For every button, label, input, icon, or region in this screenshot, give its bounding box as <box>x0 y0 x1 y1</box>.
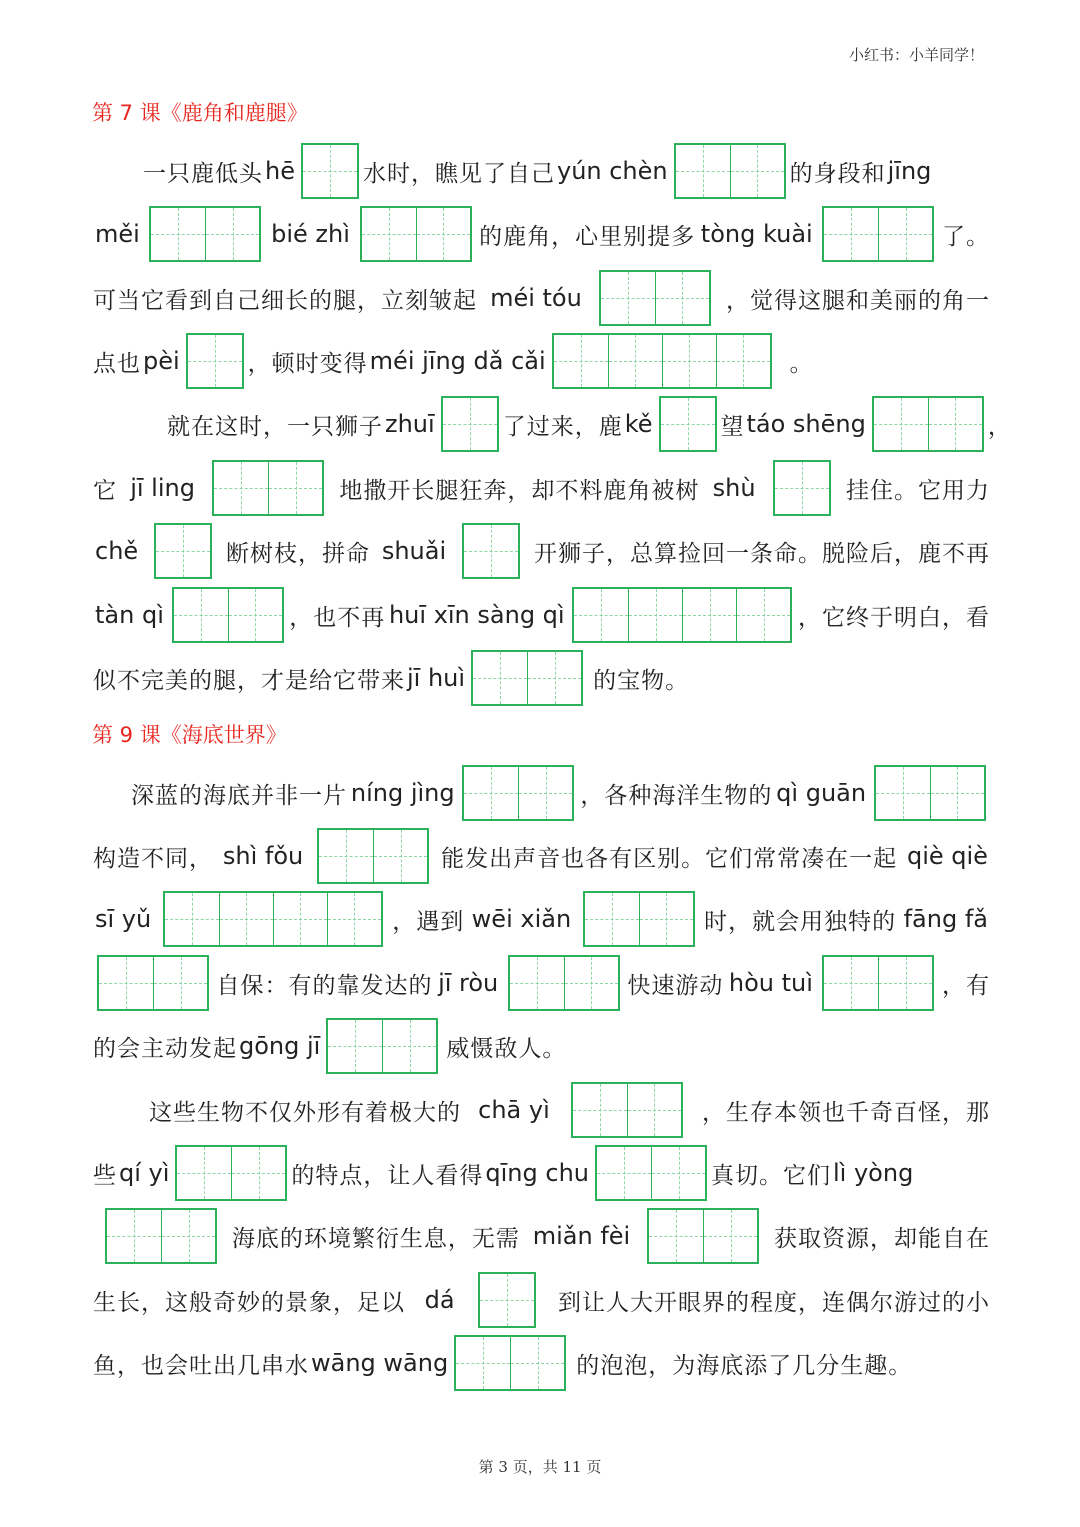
answer-box[interactable] <box>454 1335 566 1391</box>
tianzige-cell[interactable] <box>151 208 205 260</box>
text-line <box>93 585 990 645</box>
tianzige-cell[interactable] <box>651 1147 705 1199</box>
tianzige-cell[interactable] <box>177 1147 231 1199</box>
text-segment: 威慑敌人。 <box>446 1035 567 1062</box>
tianzige-cell[interactable] <box>874 398 928 450</box>
answer-box[interactable] <box>360 206 472 262</box>
answer-box[interactable] <box>441 396 499 452</box>
tianzige-cell[interactable] <box>156 525 210 577</box>
pinyin: qí yì <box>119 1159 170 1187</box>
answer-box[interactable] <box>583 891 695 947</box>
pinyin: miǎn fèi <box>532 1222 631 1250</box>
text-segment: 快速游动 <box>627 972 724 999</box>
text-line <box>93 268 990 328</box>
answer-box[interactable] <box>326 1018 438 1074</box>
text-segment: 时，就会用独特的 <box>704 908 897 935</box>
text-line <box>93 763 990 823</box>
pinyin: jīng <box>887 157 932 185</box>
text-segment: ，觉得这腿和美丽的角一 <box>725 287 990 314</box>
text-segment: 的宝物。 <box>593 667 690 694</box>
text-segment: 可当它看到自己细长的腿，立刻皱起 <box>93 287 477 314</box>
tianzige-cell[interactable] <box>736 589 790 641</box>
tianzige-cell[interactable] <box>655 272 709 324</box>
text-segment: 生长，这般奇妙的景象，足以 <box>93 1289 405 1316</box>
tianzige-cell[interactable] <box>554 335 608 387</box>
text-segment: 的会主动发起 <box>93 1035 237 1062</box>
text-segment: ，生存本领也千奇百怪，那 <box>702 1099 990 1126</box>
tianzige-cell[interactable] <box>268 462 322 514</box>
pinyin: wēi xiǎn <box>471 905 572 933</box>
pinyin: chā yì <box>478 1096 550 1124</box>
tianzige-cell[interactable] <box>564 957 618 1009</box>
text-segment: 能发出声音也各有区别。它们常常凑在一起 <box>441 845 898 872</box>
pinyin: lì yòng <box>833 1159 914 1187</box>
text-segment: ，各种海洋生物的 <box>580 782 773 809</box>
text-segment: 到让人大开眼界的程度，连偶尔游过的小 <box>557 1289 990 1316</box>
answer-box[interactable] <box>462 523 520 579</box>
text-segment: ， <box>987 413 1012 440</box>
text-segment: 。 <box>789 350 814 377</box>
tianzige-cell[interactable] <box>328 1020 382 1072</box>
tianzige-cell[interactable] <box>219 893 273 945</box>
tianzige-cell[interactable] <box>639 893 693 945</box>
text-segment: 获取资源，却能自在 <box>773 1225 990 1252</box>
tianzige-cell[interactable] <box>319 830 373 882</box>
text-segment: 这些生物不仅外形有着极大的 <box>149 1099 461 1126</box>
tianzige-cell[interactable] <box>703 1210 757 1262</box>
pinyin: hòu tuì <box>728 969 813 997</box>
answer-box[interactable] <box>172 587 284 643</box>
pinyin: jī huì <box>407 664 466 692</box>
text-line <box>93 204 990 264</box>
pinyin: huī xīn sàng qì <box>388 601 565 629</box>
lesson-title: 第 9 课《海底世界》 <box>92 723 287 747</box>
answer-box[interactable] <box>822 955 934 1011</box>
page-number: 第 3 页，共 11 页 <box>478 1458 602 1476</box>
text-segment: 开狮子，总算捡回一条命。脱险后，鹿不再 <box>533 540 990 567</box>
tianzige-cell[interactable] <box>597 1147 651 1199</box>
tianzige-cell[interactable] <box>527 652 581 704</box>
tianzige-cell[interactable] <box>775 462 829 514</box>
text-segment: 望 <box>720 413 745 440</box>
answer-box[interactable] <box>822 206 934 262</box>
answer-box[interactable] <box>572 587 792 643</box>
pinyin: qīng chu <box>485 1159 589 1187</box>
text-segment: 挂住。它用力 <box>846 477 990 504</box>
pinyin: jī ling <box>130 474 195 502</box>
pinyin: shuǎi <box>381 537 447 565</box>
tianzige-cell[interactable] <box>628 589 682 641</box>
pinyin: qiè qiè <box>906 842 988 870</box>
answer-box[interactable] <box>571 1082 683 1138</box>
tianzige-cell[interactable] <box>456 1337 510 1389</box>
text-segment: 了。 <box>942 223 990 250</box>
tianzige-cell[interactable] <box>165 893 219 945</box>
answer-box[interactable] <box>186 333 244 389</box>
answer-box[interactable] <box>508 955 620 1011</box>
pinyin: gōng jī <box>239 1032 321 1060</box>
text-line <box>93 1080 990 1140</box>
text-segment: 的特点，让人看得 <box>291 1162 484 1189</box>
tianzige-cell[interactable] <box>876 767 930 819</box>
text-line <box>93 889 990 949</box>
text-segment: 它 <box>93 477 117 504</box>
answer-box[interactable] <box>175 1145 287 1201</box>
answer-box[interactable] <box>154 523 212 579</box>
tianzige-cell[interactable] <box>273 893 327 945</box>
text-segment: 真切。它们 <box>711 1162 831 1189</box>
text-segment: 地撒开长腿狂奔，却不料鹿角被树 <box>339 477 700 504</box>
pinyin: yún chèn <box>556 157 668 185</box>
answer-box[interactable] <box>97 955 209 1011</box>
text-line <box>93 1270 990 1330</box>
text-line <box>93 1333 990 1393</box>
tianzige-cell[interactable] <box>464 525 518 577</box>
text-segment: 就在这时，一只狮子 <box>167 413 383 440</box>
tianzige-cell[interactable] <box>661 398 715 450</box>
text-line <box>93 953 990 1013</box>
text-segment: 断树枝，拼命 <box>225 540 370 567</box>
tianzige-cell[interactable] <box>585 893 639 945</box>
text-line <box>93 1206 990 1266</box>
tianzige-cell[interactable] <box>443 398 497 450</box>
text-line <box>93 1143 990 1203</box>
text-segment: 自保：有的靠发达的 <box>216 972 433 999</box>
answer-box[interactable] <box>599 270 711 326</box>
answer-box[interactable] <box>659 396 717 452</box>
tianzige-cell[interactable] <box>480 1274 534 1326</box>
source-watermark: 小红书：小羊同学！ <box>848 46 984 64</box>
tianzige-cell[interactable] <box>510 1337 564 1389</box>
tianzige-cell[interactable] <box>510 957 564 1009</box>
pinyin: shù <box>712 474 756 502</box>
text-line <box>93 521 990 581</box>
tianzige-cell[interactable] <box>608 335 662 387</box>
tianzige-cell[interactable] <box>928 398 982 450</box>
tianzige-cell[interactable] <box>662 335 716 387</box>
answer-box[interactable] <box>163 891 383 947</box>
answer-box[interactable] <box>595 1145 707 1201</box>
pinyin: jī ròu <box>438 969 499 997</box>
tianzige-cell[interactable] <box>327 893 381 945</box>
answer-box[interactable] <box>301 143 359 199</box>
tianzige-cell[interactable] <box>205 208 259 260</box>
tianzige-cell[interactable] <box>682 589 736 641</box>
text-segment: 的泡泡，为海底添了几分生趣。 <box>576 1352 913 1379</box>
tianzige-cell[interactable] <box>649 1210 703 1262</box>
text-segment: ，顿时变得 <box>247 350 368 377</box>
text-segment: ，也不再 <box>289 604 386 631</box>
pinyin: qì guān <box>776 779 867 807</box>
tianzige-cell[interactable] <box>716 335 770 387</box>
tianzige-cell[interactable] <box>161 1210 215 1262</box>
pinyin: zhuī <box>385 410 435 438</box>
tianzige-cell[interactable] <box>824 957 878 1009</box>
tianzige-cell[interactable] <box>107 1210 161 1262</box>
text-line <box>93 458 990 518</box>
pinyin: hē <box>265 157 295 185</box>
text-line <box>93 141 990 201</box>
text-segment: 鱼，也会吐出几串水 <box>93 1352 309 1379</box>
pinyin: táo shēng <box>746 410 866 438</box>
answer-box[interactable] <box>647 1208 759 1264</box>
pinyin: kě <box>624 410 653 438</box>
pinyin: shì fǒu <box>222 842 304 870</box>
answer-box[interactable] <box>105 1208 217 1264</box>
pinyin: sī yǔ <box>95 905 152 933</box>
answer-box[interactable] <box>471 650 583 706</box>
answer-box[interactable] <box>317 828 429 884</box>
pinyin: wāng wāng <box>311 1349 449 1377</box>
text-segment: ，遇到 <box>392 908 465 935</box>
text-line <box>93 331 990 391</box>
pinyin: chě <box>95 537 139 565</box>
tianzige-cell[interactable] <box>188 335 242 387</box>
tianzige-cell[interactable] <box>416 208 470 260</box>
answer-box[interactable] <box>462 765 574 821</box>
answer-box[interactable] <box>212 460 324 516</box>
tianzige-cell[interactable] <box>214 462 268 514</box>
tianzige-cell[interactable] <box>878 957 932 1009</box>
tianzige-cell[interactable] <box>473 652 527 704</box>
lesson-title: 第 7 课《鹿角和鹿腿》 <box>92 101 308 125</box>
tianzige-cell[interactable] <box>878 208 932 260</box>
text-line <box>93 1016 990 1076</box>
text-segment: 些 <box>93 1162 117 1189</box>
tianzige-cell[interactable] <box>228 589 282 641</box>
tianzige-cell[interactable] <box>627 1084 681 1136</box>
answer-box[interactable] <box>874 765 986 821</box>
text-line <box>93 826 990 886</box>
tianzige-cell[interactable] <box>174 589 228 641</box>
tianzige-cell[interactable] <box>382 1020 436 1072</box>
pinyin: pèi <box>143 347 180 375</box>
answer-box[interactable] <box>872 396 984 452</box>
answer-box[interactable] <box>149 206 261 262</box>
text-segment: ，它终于明白，看 <box>798 604 990 631</box>
tianzige-cell[interactable] <box>153 957 207 1009</box>
text-segment: 的鹿角，心里别提多 <box>479 223 696 250</box>
tianzige-cell[interactable] <box>676 145 730 197</box>
text-segment: 点也 <box>93 350 141 377</box>
answer-box[interactable] <box>478 1272 536 1328</box>
pinyin: měi <box>95 220 140 248</box>
text-segment: 深蓝的海底并非一片 <box>131 782 347 809</box>
tianzige-cell[interactable] <box>303 145 357 197</box>
answer-box[interactable] <box>674 143 786 199</box>
answer-box[interactable] <box>552 333 772 389</box>
pinyin: méi jīng dǎ cǎi <box>369 347 546 375</box>
tianzige-cell[interactable] <box>930 767 984 819</box>
tianzige-cell[interactable] <box>373 830 427 882</box>
pinyin: fāng fǎ <box>903 905 988 933</box>
tianzige-cell[interactable] <box>573 1084 627 1136</box>
pinyin: níng jìng <box>350 779 455 807</box>
text-segment: 了过来，鹿 <box>502 413 623 440</box>
pinyin: tòng kuài <box>700 220 813 248</box>
pinyin: méi tóu <box>490 284 582 312</box>
text-segment: 一只鹿低头 <box>143 160 263 187</box>
answer-box[interactable] <box>773 460 831 516</box>
tianzige-cell[interactable] <box>99 957 153 1009</box>
text-segment: 水时，瞧见了自己 <box>362 160 555 187</box>
pinyin: tàn qì <box>95 601 164 629</box>
tianzige-cell[interactable] <box>362 208 416 260</box>
text-line <box>93 394 1012 454</box>
text-segment: ，有 <box>941 972 990 999</box>
text-segment: 海底的环境繁衍生息，无需 <box>231 1225 520 1252</box>
tianzige-cell[interactable] <box>601 272 655 324</box>
tianzige-cell[interactable] <box>231 1147 285 1199</box>
tianzige-cell[interactable] <box>824 208 878 260</box>
tianzige-cell[interactable] <box>518 767 572 819</box>
tianzige-cell[interactable] <box>730 145 784 197</box>
text-segment: 似不完美的腿，才是给它带来 <box>93 667 405 694</box>
tianzige-cell[interactable] <box>464 767 518 819</box>
pinyin: dá <box>424 1286 455 1314</box>
pinyin: bié zhì <box>271 220 350 248</box>
text-line <box>93 648 990 708</box>
text-segment: 的身段和 <box>789 160 886 187</box>
tianzige-cell[interactable] <box>574 589 628 641</box>
text-segment: 构造不同， <box>93 845 213 872</box>
